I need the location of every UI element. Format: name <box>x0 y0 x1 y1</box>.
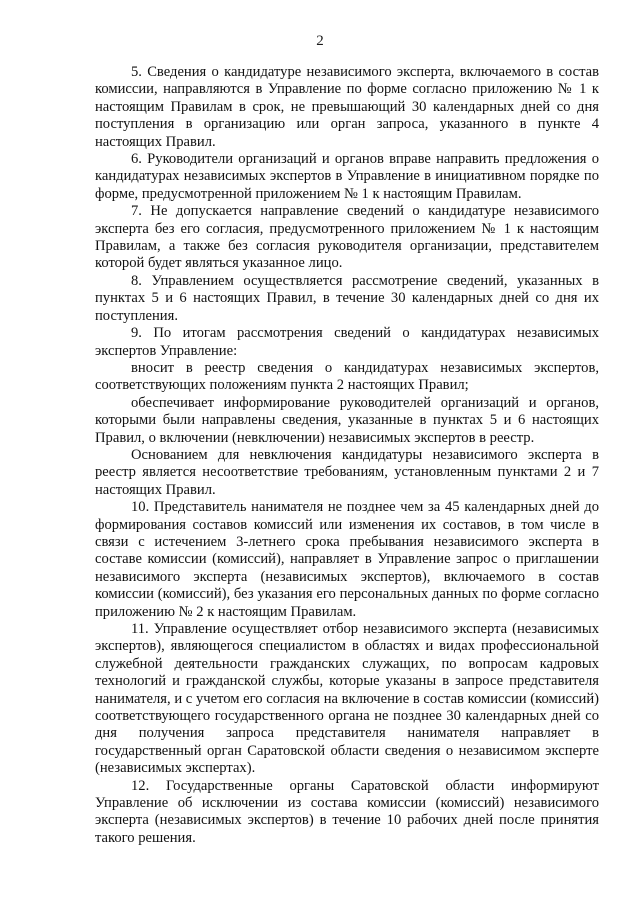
paragraph-8: 8. Управлением осуществляется рассмотрение сведений, указанных в пунктах 5 и 6 настоящих Правил, в течение 30 календарных дней со дня их поступления. <box>95 272 599 324</box>
paragraph-6: 6. Руководители организаций и органов вправе направить предложения о кандидатурах независимых экспертов в Управление в инициативном порядке по форме, предусмотренной приложением № 1 к настоящим Правилам. <box>95 151 599 202</box>
paragraph-9-grounds: Основанием для невключения кандидатуры независимого эксперта в реестр является несоответствие требованиям, установленным пунктами 2 и 7 настоящих Правил. <box>95 446 599 498</box>
paragraph-12: 12. Государственные органы Саратовской области информируют Управление об исключении из состава комиссии (комиссий) независимого эксперта (независимых экспертов) в течение 10 рабочих дней после принятия такого решения. <box>95 777 599 846</box>
paragraph-10: 10. Представитель нанимателя не позднее чем за 45 календарных дней до формирования составов комиссий или изменения их составов, в том числе в связи с истечением 3-летнего срока пребывания независимого эксперта в составе комиссии (комиссий), направляет в Управление запрос о приглашении независимого эксперта (независимых экспертов), включаемого в состав комиссии (комиссий), без указания его персональных данных по форме согласно приложению № 2 к настоящим Правилам. <box>95 499 599 620</box>
paragraph-7: 7. Не допускается направление сведений о кандидатуре независимого эксперта без его согласия, предусмотренного приложением № 1 к настоящим Правилам, а также без согласия руководителя организации, представителем которой будет являться указанное лицо. <box>95 203 599 272</box>
page-number: 2 <box>316 33 324 49</box>
paragraph-5: 5. Сведения о кандидатуре независимого эксперта, включаемого в состав комиссии, направляются в Управление по форме согласно приложению № 1 к настоящим Правилам в срок, не превышающий 30 календарных дней со дня поступления в организацию или орган запроса, указанного в пункте 4 настоящих Правил. <box>95 64 599 150</box>
paragraph-9-item-1: вносит в реестр сведения о кандидатурах независимых экспертов, соответствующих положениям пункта 2 настоящих Правил; <box>95 359 599 394</box>
document-body <box>95 64 599 847</box>
paragraph-9: 9. По итогам рассмотрения сведений о кандидатурах независимых экспертов Управление: <box>95 325 599 359</box>
paragraph-9-item-2: обеспечивает информирование руководителей организаций и органов, которыми были направлены сведения, указанные в пунктах 5 и 6 настоящих Правил, о включении (невключении) независимых экспертов в реестр. <box>95 394 599 446</box>
paragraph-11: 11. Управление осуществляет отбор независимого эксперта (независимых экспертов), являющегося специалистом в областях и видах профессиональной служебной деятельности гражданских служащих, по вопросам кадровых технологий и гражданской службы, которые указаны в запросе представителя нанимателя, и с учетом его согласия на включение в состав комиссии (комиссий) соответствующего государственного органа не позднее 30 календарных дней со дня получения запроса представителя нанимателя направляет в государственный орган Саратовской области сведения о независимом эксперте (независимых экспертах). <box>95 621 599 777</box>
